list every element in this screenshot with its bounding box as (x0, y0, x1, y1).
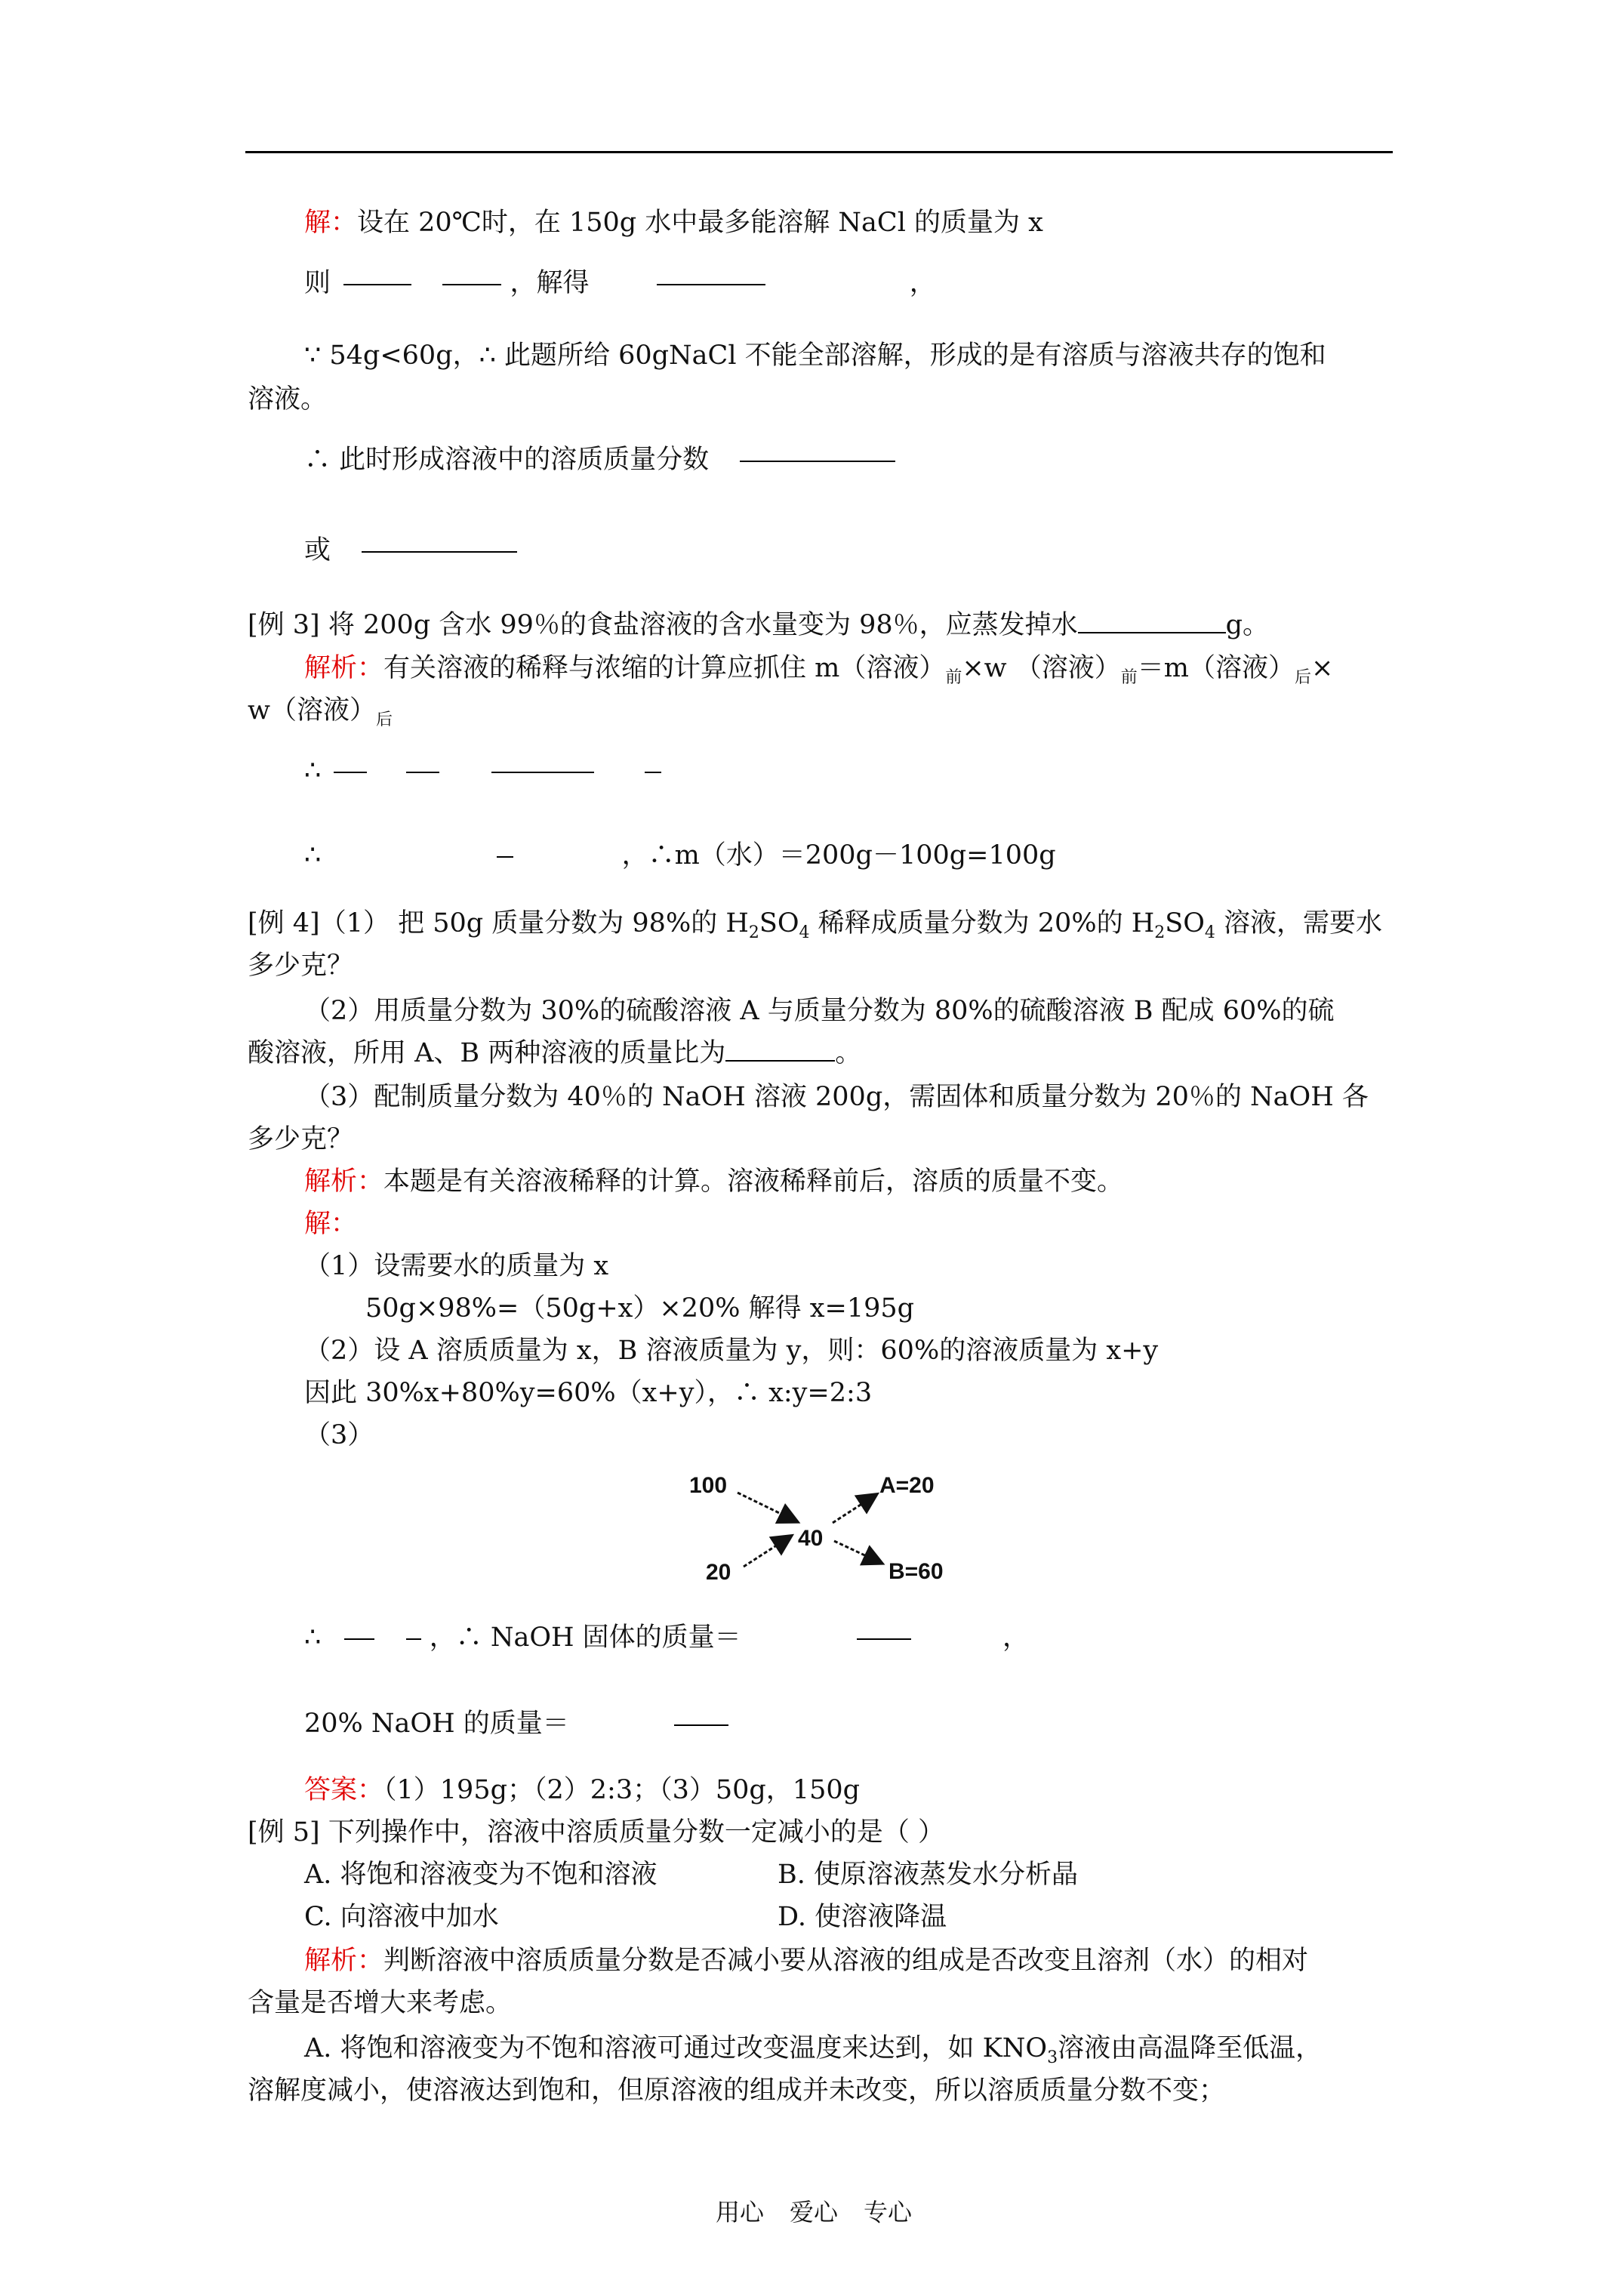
formula-bar (740, 461, 895, 462)
formula-bar (344, 1638, 374, 1640)
formula-bar (645, 772, 661, 773)
analysis-label: 解析： (304, 1166, 384, 1197)
solution-line-1: 解：设在 20℃时，在 150g 水中最多能溶解 NaCl 的质量为 x (304, 208, 1043, 238)
arrow-40-to-a (833, 1495, 876, 1523)
formula-bar (406, 1638, 421, 1640)
example-4-question-2: （2）用质量分数为 30%的硫酸溶液 A 与质量分数为 80%的硫酸溶液 B 配成 60%的硫 (304, 996, 1335, 1026)
solution-step-3-result-2: 20% NaOH 的质量＝ (304, 1706, 728, 1741)
diagram-value-b: B=60 (888, 1559, 944, 1584)
analysis-label: 解析： (304, 1946, 384, 1976)
solution-line-2: 则 ，解得 ， (304, 268, 936, 298)
example-5-explanation-a-cont: 溶解度减小，使溶液达到饱和，但原溶液的组成并未改变，所以溶质质量分数不变； (248, 2076, 1226, 2106)
analysis-label: 解析： (304, 653, 384, 683)
solution-line-5: ∴ 此时形成溶液中的溶质质量分数 (304, 442, 895, 477)
example-4-analysis: 解析：本题是有关溶液稀释的计算。溶液稀释前后，溶质的质量不变。 (304, 1166, 1124, 1197)
header-rule (245, 151, 1393, 153)
answer-label: 答案： (304, 1775, 384, 1805)
formula-bar (674, 1724, 728, 1726)
example-4-answer: 答案：（1）195g；（2）2:3；（3）50g，150g (304, 1775, 861, 1805)
formula-bar (497, 856, 513, 858)
solution-step-2-equation: 因此 30%x+80%y=60%（x+y），∴ x:y=2:3 (304, 1378, 873, 1408)
example-4-question-1: [例 4]（1） 把 50g 质量分数为 98%的 $H_2SO_4$ 稀释成质量分数为 20%的 $H_2SO_4$ 溶液，需要水 (248, 908, 1383, 942)
solution-line-6: 或 (304, 533, 517, 568)
solution-step-2: （2）设 A 溶质质量为 x，B 溶液质量为 y，则：60%的溶液质量为 x+y (304, 1336, 1159, 1366)
solution-step-1-equation: 50g×98%=（50g+x）×20% 解得 x=195g (365, 1293, 915, 1324)
option-a: A. 将饱和溶液变为不饱和溶液 (304, 1860, 658, 1890)
formula-bar (406, 772, 439, 773)
formula-bar (343, 284, 411, 285)
example-4-question-2-cont: 酸溶液，所用 A、B 两种溶液的质量比为 。 (248, 1038, 862, 1068)
example-5-options-row-1 (304, 1857, 658, 1892)
option-c: C. 向溶液中加水 (304, 1902, 499, 1932)
example-3-analysis-cont: w（溶液）$_后$ (248, 695, 393, 729)
page-footer: 用心 爱心 专心 (716, 2198, 913, 2227)
example-5-question: [例 5] 下列操作中，溶液中溶质质量分数一定减小的是（ ） (248, 1817, 944, 1848)
formula-bar (362, 551, 517, 553)
formula-bar (491, 772, 594, 773)
arrow-40-to-b (834, 1541, 881, 1563)
example-4-solution-label-line (304, 1207, 357, 1241)
solution-line-3: ∵ 54g<60g，∴ 此题所给 60gNaCl 不能全部溶解，形成的是有溶质与溶液共存的饱和 (304, 341, 1326, 371)
solution-step-3: （3） (304, 1420, 374, 1450)
example-3-formula-2: ∴ ，∴m（水）＝200g－100g=100g (304, 840, 1056, 871)
formula-bar (657, 284, 765, 285)
formula-bar (857, 1638, 911, 1640)
example-4-question-3: （3）配制质量分数为 40％的 NaOH 溶液 200g，需固体和质量分数为 20％的 NaOH 各 (304, 1082, 1369, 1112)
example-5-analysis: 解析：判断溶液中溶质质量分数是否减小要从溶液的组成是否改变且溶剂（水）的相对 (304, 1946, 1309, 1976)
diagram-value-a: A=20 (879, 1473, 935, 1498)
example-3-formula-1: ∴ (304, 754, 661, 788)
answer-blank (1078, 609, 1226, 633)
answer-blank (725, 1037, 835, 1062)
example-4-question-3-cont: 多少克？ (248, 1124, 354, 1154)
example-5-option-d-cell (778, 1900, 947, 1934)
example-5-analysis-cont: 含量是否增大来考虑。 (248, 1988, 513, 2018)
solution-line-4: 溶液。 (248, 384, 328, 415)
option-d: D. 使溶液降温 (778, 1902, 947, 1932)
solution-label: 解： (304, 1209, 358, 1239)
example-3-question: [例 3] 将 200g 含水 99％的食盐溶液的含水量变为 98％，应蒸发掉水 g。 (248, 610, 1270, 640)
arrow-100-to-40 (738, 1493, 796, 1521)
formula-bar (334, 772, 367, 773)
example-4-question-1-cont: 多少克？ (248, 951, 354, 981)
formula-bar (442, 284, 501, 285)
solution-step-3-result-1: ∴ ，∴ NaOH 固体的质量＝ ， (304, 1623, 1029, 1653)
option-b: B. 使原溶液蒸发水分析晶 (778, 1860, 1078, 1890)
example-5-option-b-cell (778, 1857, 1078, 1892)
cross-method-diagram (683, 1461, 970, 1601)
solution-label: 解： (304, 208, 358, 238)
diagram-value-40: 40 (798, 1526, 824, 1551)
diagram-value-100: 100 (689, 1473, 728, 1498)
diagram-value-20: 20 (706, 1560, 731, 1585)
solution-step-1: （1）设需要水的质量为 x (304, 1251, 609, 1281)
example-5-options-row-2 (304, 1900, 499, 1934)
arrow-20-to-40 (744, 1536, 790, 1567)
example-5-explanation-a: A. 将饱和溶液变为不饱和溶液可通过改变温度来达到，如 $KNO_3$溶液由高温降至低温， (304, 2033, 1323, 2067)
example-3-analysis: 解析：有关溶液的稀释与浓缩的计算应抓住 m（溶液）$_前\times w$ （溶液）$_前=m$（溶液）$_后\times$ (304, 653, 1334, 687)
